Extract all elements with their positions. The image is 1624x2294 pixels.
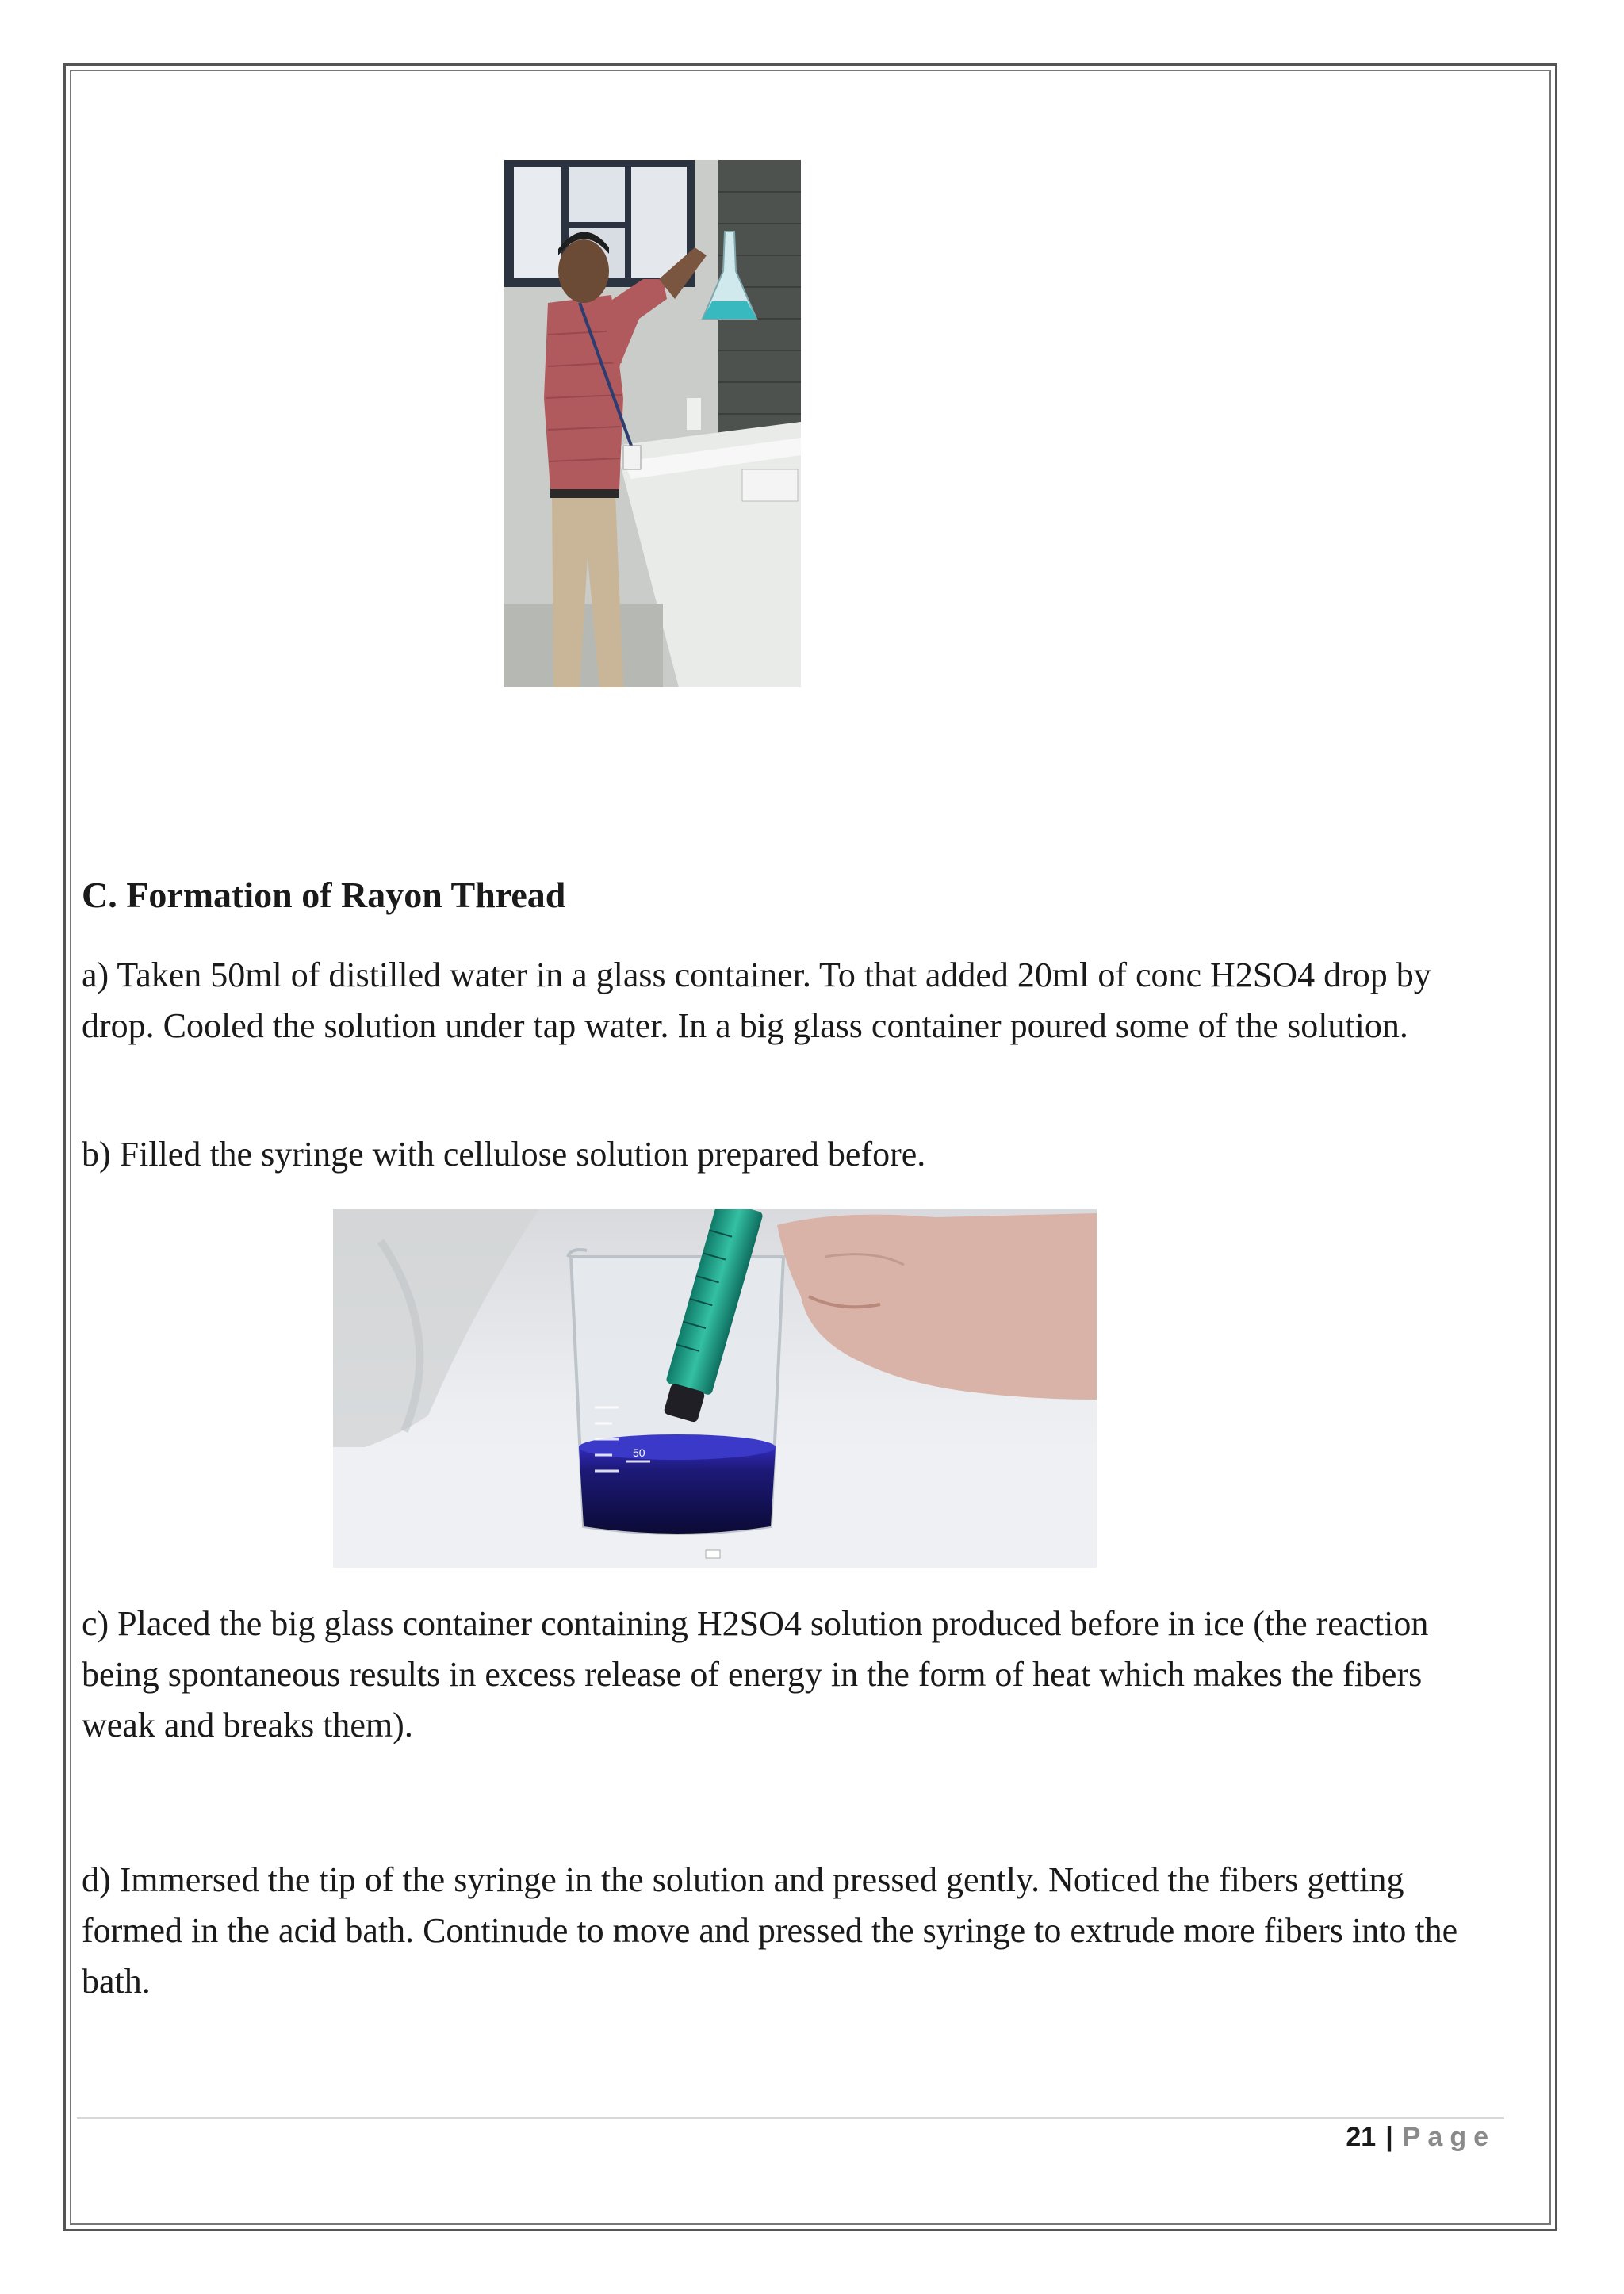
section-heading: C. Formation of Rayon Thread bbox=[82, 875, 566, 915]
step-c-text: c) Placed the big glass container containing H2SO4 solution produced before in ice (the reaction being spontaneous results in excess release of energy in the form of heat which makes the fibers weak and breaks them). bbox=[82, 1604, 1429, 1744]
step-a-text: a) Taken 50ml of distilled water in a glass container. To that added 20ml of conc H2SO4 drop by drop. Cooled the solution under tap water. In a big glass container poured some of the solution. bbox=[82, 956, 1431, 1045]
student-lab-photo bbox=[504, 160, 801, 687]
step-b-text: b) Filled the syringe with cellulose solution prepared before. bbox=[82, 1135, 926, 1174]
page-label: Page bbox=[1402, 2122, 1496, 2152]
page-footer bbox=[1346, 2122, 1496, 2153]
beaker-syringe-photo bbox=[333, 1209, 1097, 1568]
beaker-mark-label: 50 bbox=[633, 1446, 645, 1459]
footer-divider bbox=[77, 2117, 1504, 2119]
page-number: 21 bbox=[1346, 2122, 1377, 2152]
footer-separator: | bbox=[1385, 2122, 1393, 2152]
step-d-text: d) Immersed the tip of the syringe in the solution and pressed gently. Noticed the fibers getting formed in the acid bath. Continude to move and pressed the syringe to extrude more fibers into the bath. bbox=[82, 1860, 1458, 2001]
